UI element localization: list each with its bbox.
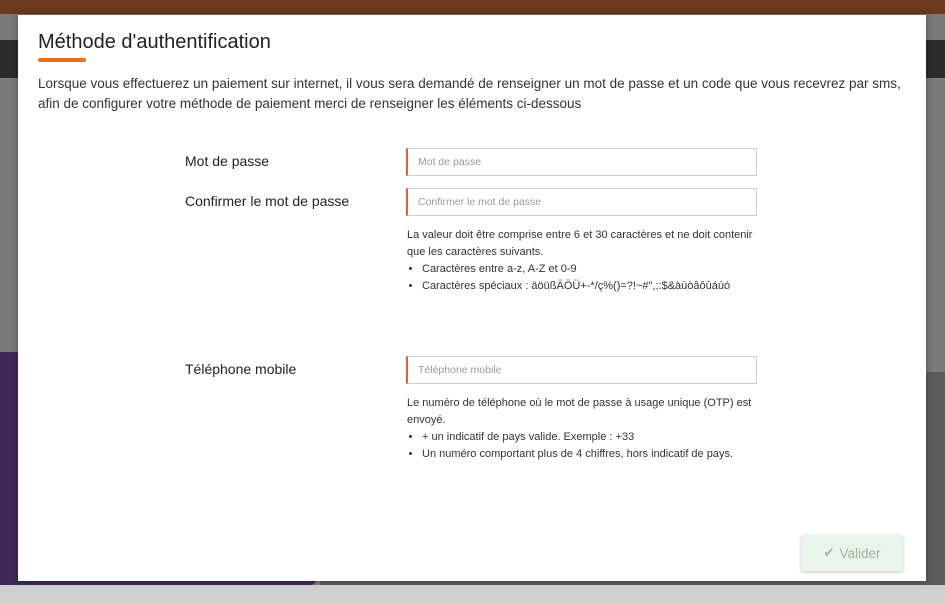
validate-button-label: Valider [839,545,881,561]
confirm-password-input[interactable] [406,188,757,216]
password-help [407,227,767,295]
phone-help-item: • + un indicatif de pays valide. Exemple : +33 [422,429,767,446]
password-label: Mot de passe [185,153,270,169]
dialog-title: Méthode d'authentification [38,31,271,53]
authentication-method-dialog [18,15,926,581]
title-underline [38,58,86,62]
phone-help-list [407,429,767,463]
dialog-intro: Lorsque vous effectuerez un paiement sur internet, il vous sera demandé de renseigner un mot de passe et un code que vous recevrez par sms, afin de configurer votre méthode de paiement merci de renseigner les éléments ci-dessous [38,76,901,111]
backdrop-footer [0,585,945,603]
backdrop-top-bar [0,0,945,14]
password-input[interactable] [406,148,757,176]
password-help-item: • Caractères spéciaux : äöüßÄÖÜ+-*/ç%()=?!~#",;:$&àùòâôûáúó [422,278,767,295]
phone-help-item: • Un numéro comportant plus de 4 chiffres, hors indicatif de pays. [422,446,767,463]
phone-help-text: Le numéro de téléphone où le mot de passe à usage unique (OTP) est envoyé. [407,397,752,426]
password-help-item: • Caractères entre a-z, A-Z et 0-9 [422,261,767,278]
password-help-text: La valeur doit être comprise entre 6 et 30 caractères et ne doit contenir que les caractères suivants. [407,229,753,258]
phone-help [407,395,767,463]
validate-button[interactable] [801,535,903,571]
password-help-list [407,261,767,295]
mobile-phone-label: Téléphone mobile [185,361,297,377]
confirm-password-label: Confirmer le mot de passe [185,193,350,209]
mobile-phone-input[interactable] [406,356,757,384]
check-icon: ✔ [823,545,835,560]
